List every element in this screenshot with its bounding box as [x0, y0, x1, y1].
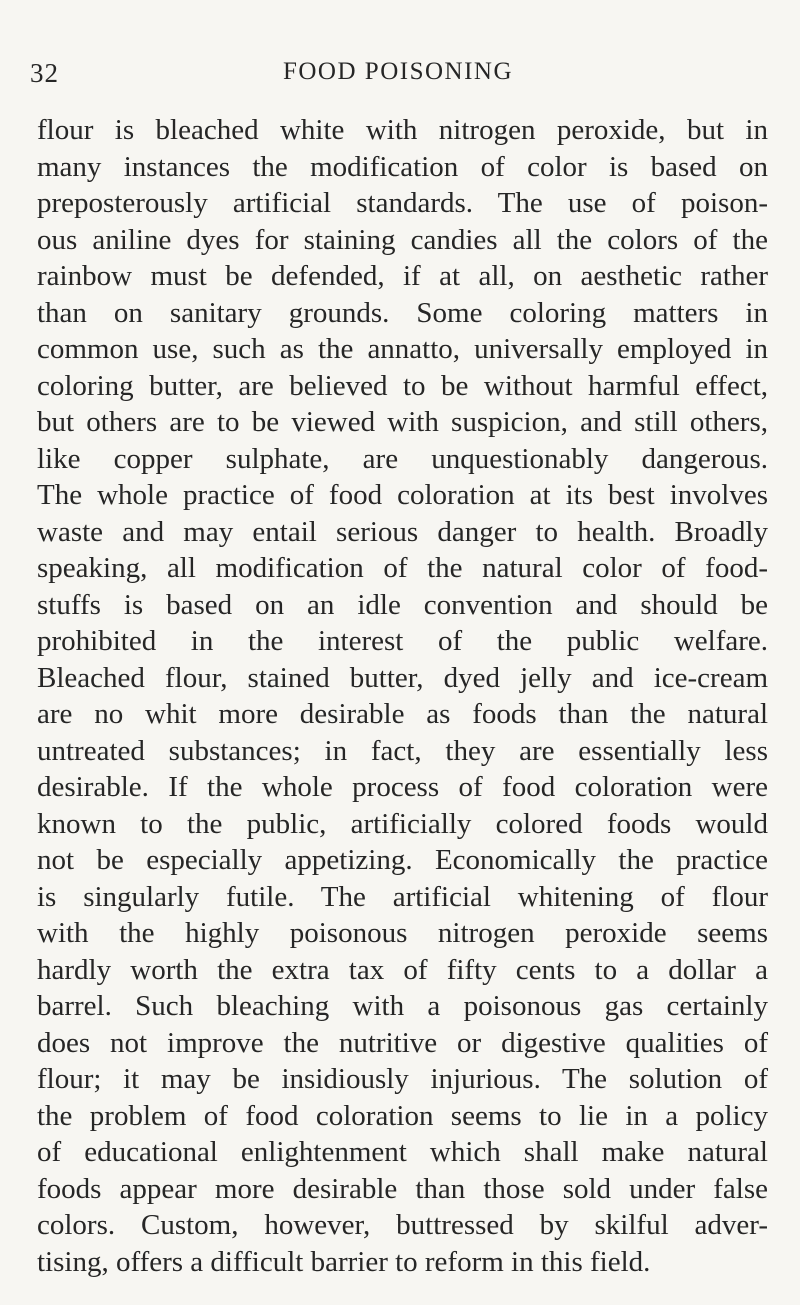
text-line: untreated substances; in fact, they are essentially less	[37, 734, 768, 767]
text-line: The whole practice of food coloration at its best involves	[37, 479, 768, 511]
text-line: than on sanitary grounds. Some coloring matters in	[37, 296, 768, 329]
text-line: known to the public, artificially colored foods would	[37, 807, 768, 840]
running-head	[30, 58, 742, 94]
text-line: preposterously artificial standards. The use of poison-	[37, 187, 768, 219]
text-line: rainbow must be defended, if at all, on aesthetic rather	[37, 260, 768, 292]
text-line: common use, such as the annatto, universally employed in	[37, 333, 768, 365]
text-line: the problem of food coloration seems to lie in a policy	[37, 1099, 768, 1132]
text-line: is singularly futile. The artificial whitening of flour	[37, 880, 768, 913]
text-line: not be especially appetizing. Economically the practice	[37, 844, 768, 876]
text-line: are no whit more desirable as foods than the natural	[37, 698, 768, 730]
text-line: hardly worth the extra tax of fifty cents to a dollar a	[37, 953, 768, 986]
text-line: with the highly poisonous nitrogen peroxide seems	[37, 917, 768, 949]
page-number: 32	[30, 58, 59, 88]
running-title: FOOD POISONING	[282, 58, 514, 85]
text-line: colors. Custom, however, buttressed by skilful adver-	[37, 1209, 768, 1241]
text-line: desirable. If the whole process of food coloration were	[37, 771, 768, 803]
text-line: stuffs is based on an idle convention and should be	[37, 588, 768, 621]
text-line: does not improve the nutritive or digestive qualities of	[37, 1026, 768, 1059]
text-line: flour; it may be insidiously injurious. The solution of	[37, 1063, 768, 1095]
text-line: of educational enlightenment which shall make natural	[37, 1136, 768, 1168]
text-line: Bleached flour, stained butter, dyed jelly and ice-cream	[37, 661, 768, 694]
text-line: like copper sulphate, are unquestionably dangerous.	[37, 442, 768, 475]
text-line: but others are to be viewed with suspicion, and still others,	[37, 406, 768, 438]
body-paragraph	[37, 112, 768, 1280]
text-line: tising, offers a difficult barrier to reform in this field.	[37, 1245, 651, 1278]
text-line: foods appear more desirable than those sold under false	[37, 1172, 768, 1205]
text-line: waste and may entail serious danger to health. Broadly	[37, 515, 768, 548]
text-line: flour is bleached white with nitrogen peroxide, but in	[37, 114, 768, 146]
text-line: coloring butter, are believed to be without harmful effect,	[37, 369, 768, 402]
text-line: barrel. Such bleaching with a poisonous gas certainly	[37, 990, 768, 1022]
text-line: ous aniline dyes for staining candies all the colors of the	[37, 223, 768, 256]
text-line: speaking, all modification of the natural color of food-	[37, 552, 768, 584]
text-line: prohibited in the interest of the public welfare.	[37, 625, 768, 657]
text-line: many instances the modification of color is based on	[37, 150, 768, 183]
